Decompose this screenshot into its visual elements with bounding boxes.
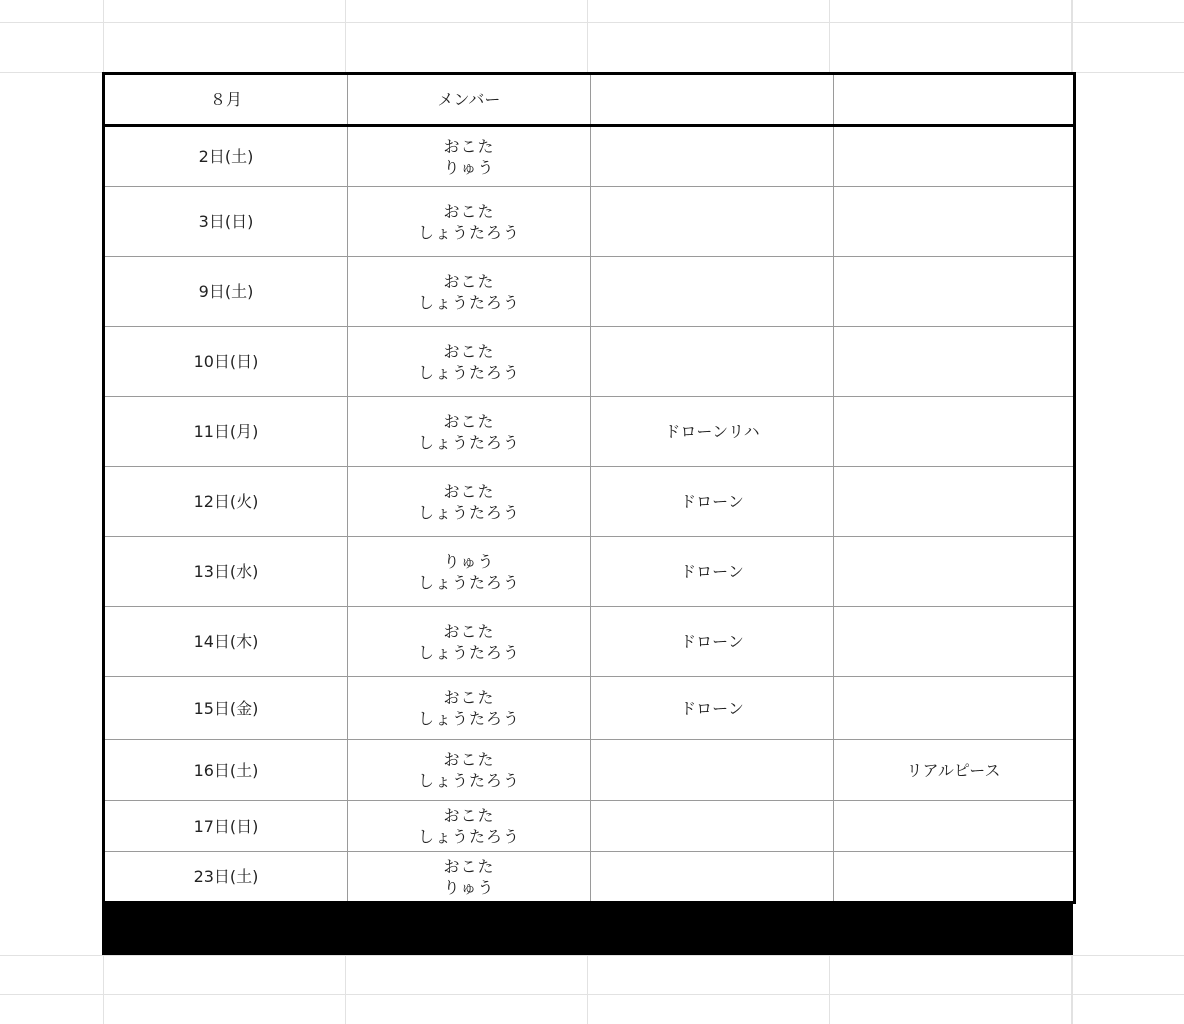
members-cell[interactable]	[348, 677, 591, 740]
member-name: おこた	[443, 750, 495, 769]
members-cell[interactable]	[348, 852, 591, 903]
event-cell[interactable]: ドローン	[591, 607, 834, 677]
schedule-table	[102, 72, 1076, 904]
event-cell[interactable]	[834, 537, 1075, 607]
member-name: しょうたろう	[417, 827, 520, 846]
members-cell[interactable]	[348, 740, 591, 801]
event-cell[interactable]	[834, 187, 1075, 257]
member-name: おこた	[443, 856, 495, 876]
event-cell[interactable]	[591, 740, 834, 801]
date-cell[interactable]: 14日(木)	[104, 607, 348, 677]
member-name: おこた	[443, 341, 495, 361]
event-cell[interactable]: ドローン	[591, 677, 834, 740]
member-name: おこた	[443, 621, 495, 641]
event-cell[interactable]: リアルピース	[834, 740, 1075, 801]
member-name: しょうたろう	[417, 642, 520, 662]
member-name: おこた	[443, 201, 495, 221]
members-cell[interactable]	[348, 126, 591, 187]
event-cell[interactable]: ドローン	[591, 467, 834, 537]
gridline	[0, 22, 1184, 23]
member-name: しょうたろう	[417, 362, 520, 382]
date-cell[interactable]: 17日(日)	[104, 801, 348, 852]
date-cell[interactable]: 16日(土)	[104, 740, 348, 801]
event-cell[interactable]	[834, 126, 1075, 187]
member-name: りゅう	[443, 157, 495, 177]
member-name: しょうたろう	[417, 709, 520, 728]
member-name: おこた	[443, 136, 495, 156]
event-cell[interactable]	[591, 187, 834, 257]
date-cell[interactable]: 10日(日)	[104, 327, 348, 397]
members-cell[interactable]	[348, 467, 591, 537]
header-cell[interactable]	[591, 74, 834, 126]
event-cell[interactable]	[834, 607, 1075, 677]
member-name: しょうたろう	[417, 432, 520, 452]
table-row	[104, 852, 1075, 903]
event-cell[interactable]	[834, 397, 1075, 467]
event-cell[interactable]	[591, 852, 834, 903]
event-cell[interactable]	[591, 327, 834, 397]
header-members-cell[interactable]: メンバー	[348, 74, 591, 126]
table-row	[104, 537, 1075, 607]
date-cell[interactable]: 15日(金)	[104, 677, 348, 740]
date-cell[interactable]: 9日(土)	[104, 257, 348, 327]
table-row	[104, 126, 1075, 187]
date-cell[interactable]: 12日(火)	[104, 467, 348, 537]
date-cell[interactable]: 13日(水)	[104, 537, 348, 607]
black-footer-bar	[102, 903, 1073, 955]
gridline	[0, 994, 1184, 995]
members-cell[interactable]	[348, 257, 591, 327]
date-cell[interactable]: 3日(日)	[104, 187, 348, 257]
member-name: しょうたろう	[417, 222, 520, 242]
members-cell[interactable]	[348, 187, 591, 257]
table-row	[104, 327, 1075, 397]
member-name: おこた	[443, 271, 495, 291]
event-cell[interactable]	[834, 801, 1075, 852]
event-cell[interactable]	[834, 467, 1075, 537]
member-name: しょうたろう	[417, 771, 520, 790]
member-name: りゅう	[443, 551, 495, 571]
date-cell[interactable]: 2日(土)	[104, 126, 348, 187]
member-name: おこた	[443, 411, 495, 431]
event-cell[interactable]	[591, 126, 834, 187]
member-name: りゅう	[443, 877, 495, 897]
header-month-cell[interactable]: ８月	[104, 74, 348, 126]
table-row	[104, 677, 1075, 740]
event-cell[interactable]: ドローンリハ	[591, 397, 834, 467]
table-row	[104, 607, 1075, 677]
members-cell[interactable]	[348, 327, 591, 397]
event-cell[interactable]	[834, 327, 1075, 397]
table-row	[104, 801, 1075, 852]
members-cell[interactable]	[348, 607, 591, 677]
members-cell[interactable]	[348, 801, 591, 852]
event-cell[interactable]	[591, 257, 834, 327]
gridline	[0, 955, 1184, 956]
member-name: おこた	[443, 806, 495, 825]
member-name: しょうたろう	[417, 292, 520, 312]
event-cell[interactable]	[834, 677, 1075, 740]
members-cell[interactable]	[348, 537, 591, 607]
member-name: おこた	[443, 481, 495, 501]
member-name: しょうたろう	[417, 502, 520, 522]
event-cell[interactable]	[834, 257, 1075, 327]
date-cell[interactable]: 23日(土)	[104, 852, 348, 903]
table-row	[104, 187, 1075, 257]
header-row	[104, 74, 1075, 126]
event-cell[interactable]: ドローン	[591, 537, 834, 607]
table-row	[104, 257, 1075, 327]
member-name: しょうたろう	[417, 572, 520, 592]
table-row	[104, 467, 1075, 537]
date-cell[interactable]: 11日(月)	[104, 397, 348, 467]
table-row	[104, 740, 1075, 801]
members-cell[interactable]	[348, 397, 591, 467]
table-row	[104, 397, 1075, 467]
event-cell[interactable]	[834, 852, 1075, 903]
member-name: おこた	[443, 688, 495, 707]
header-cell[interactable]	[834, 74, 1075, 126]
event-cell[interactable]	[591, 801, 834, 852]
